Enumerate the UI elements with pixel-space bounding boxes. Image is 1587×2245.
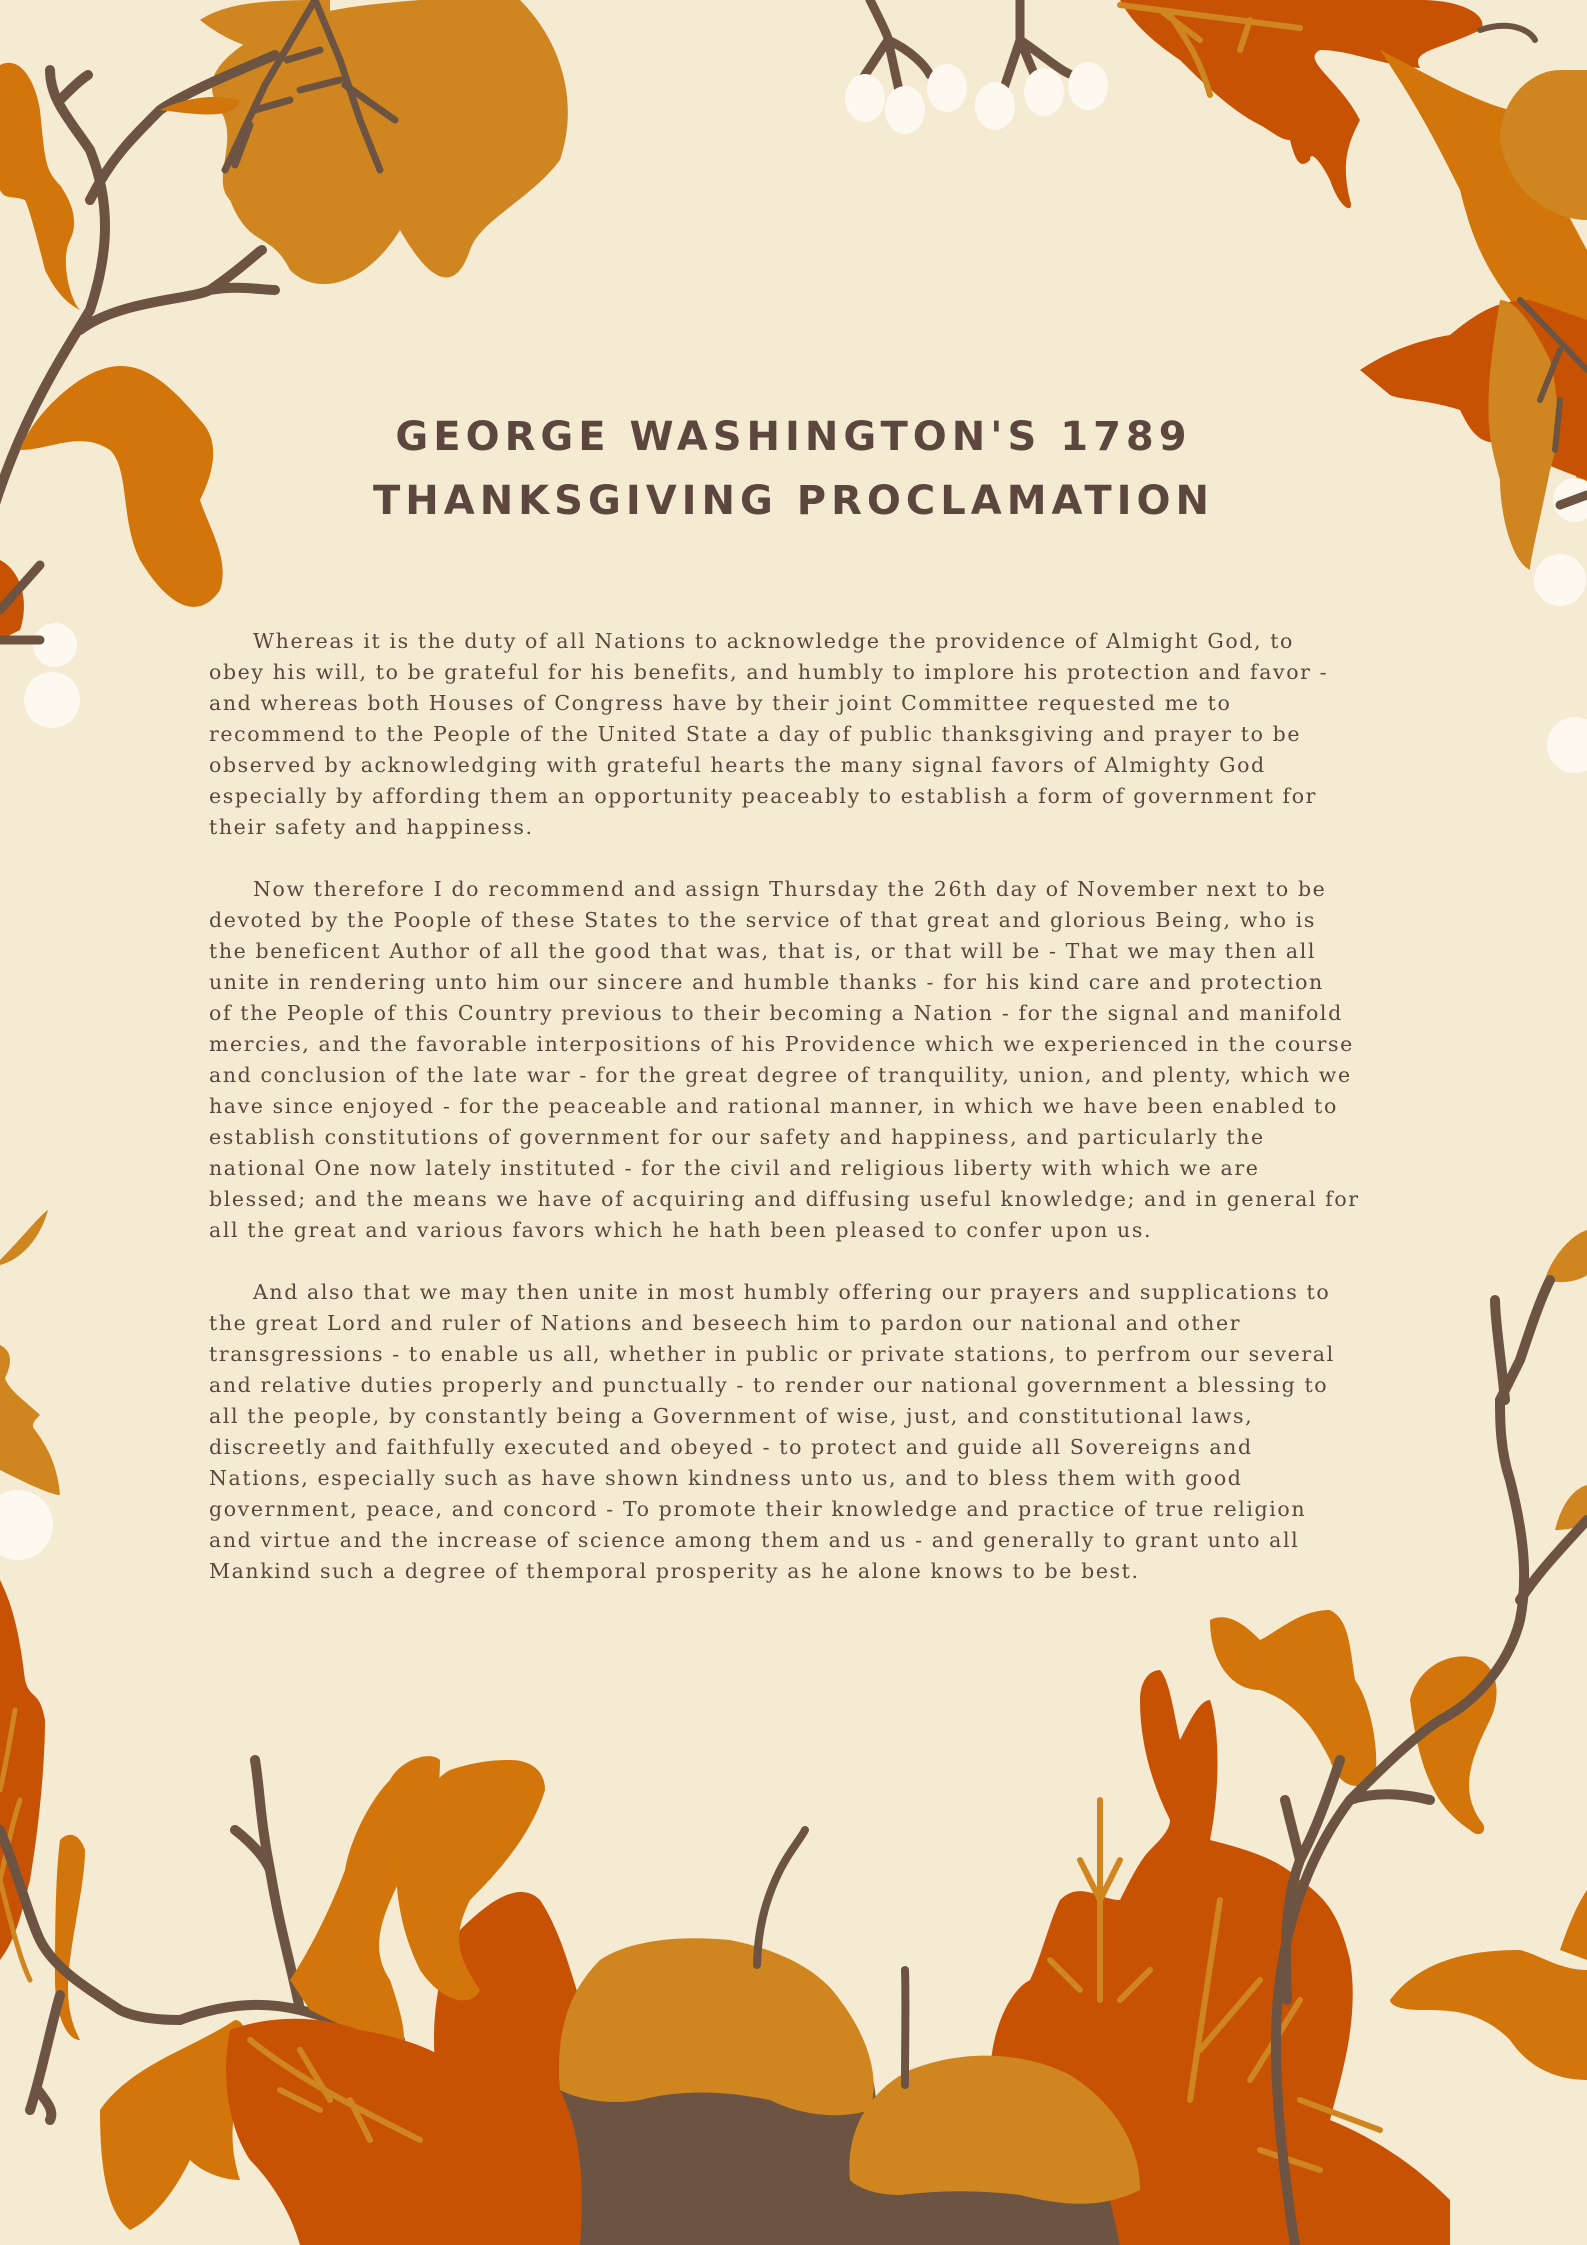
paragraph-3 xyxy=(209,1277,1439,1587)
branch-icon xyxy=(0,1760,400,2120)
text-line: unite in rendering unto him our sincere and humble thanks - for his kind care and protection xyxy=(209,970,1324,994)
text-line: especially by affording them an opportunity peaceably to establish a form of government for xyxy=(209,784,1318,808)
paragraph-2 xyxy=(209,874,1439,1246)
text-line: Whereas it is the duty of all Nations to acknowledge the providence of Almight God, to xyxy=(253,629,1294,653)
text-line: obey his will, to be grateful for his benefits, and humbly to implore his protection and favor - xyxy=(209,660,1329,684)
text-line: transgressions - to enable us all, whether in public or private stations, to perfrom our several xyxy=(209,1342,1335,1366)
text-line: discreetly and faithfully executed and obeyed - to protect and guide all Sovereigns and xyxy=(209,1435,1253,1459)
paragraph-1 xyxy=(209,626,1439,843)
text-line: all the great and various favors which he hath been pleased to confer upon us. xyxy=(209,1218,1153,1242)
proclamation-body xyxy=(209,626,1439,1618)
text-line: Nations, especially such as have shown kindness unto us, and to bless them with good xyxy=(209,1466,1243,1490)
text-line: have since enjoyed - for the peaceable and rational manner, in which we have been enabled to xyxy=(209,1094,1338,1118)
text-line: and relative duties properly and punctually - to render our national government a blessing to xyxy=(209,1373,1329,1397)
text-line: establish constitutions of government for our safety and happiness, and particularly the xyxy=(209,1125,1265,1149)
text-line: and virtue and the increase of science among them and us - and generally to grant unto all xyxy=(209,1528,1300,1552)
text-line: observed by acknowledging with grateful hearts the many signal favors of Almighty God xyxy=(209,753,1266,777)
page-title-line-1: GEORGE WASHINGTON'S 1789 xyxy=(395,414,1192,460)
berry-icon xyxy=(0,565,80,728)
page-title xyxy=(0,405,1587,533)
autumn-leaf-icon xyxy=(100,1756,520,2245)
text-line: of the People of this Country previous to their becoming a Nation - for the signal and manifold xyxy=(209,1001,1343,1025)
autumn-leaf-icon xyxy=(0,1210,60,1560)
text-line: national One now lately instituted - for the civil and religious liberty with which we are xyxy=(209,1156,1260,1180)
text-line: their safety and happiness. xyxy=(209,815,534,839)
text-line: and whereas both Houses of Congress have by their joint Committee requested me to xyxy=(209,691,1232,715)
acorn-icon xyxy=(559,1830,1140,2245)
text-line: and conclusion of the late war - for the great degree of tranquility, union, and plenty, which we xyxy=(209,1063,1352,1087)
text-line: devoted by the Poople of these States to the service of that great and glorious Being, who is xyxy=(209,908,1316,932)
autumn-leaf-icon xyxy=(1545,1230,1587,1530)
autumn-leaf-icon xyxy=(0,1580,85,2040)
text-line: Now therefore I do recommend and assign Thursday the 26th day of November next to be xyxy=(253,877,1327,901)
autumn-leaf-icon xyxy=(200,0,568,284)
autumn-leaf-icon xyxy=(0,63,240,640)
autumn-leaf-icon xyxy=(396,1610,1587,2245)
text-line: Mankind such a degree of themporal prosperity as he alone knows to be best. xyxy=(209,1559,1140,1583)
text-line: And also that we may then unite in most humbly offering our prayers and supplications to xyxy=(253,1280,1331,1304)
berry-icon xyxy=(845,0,1108,134)
text-line: the beneficent Author of all the good that was, that is, or that will be - That we may then all xyxy=(209,939,1317,963)
text-line: mercies, and the favorable interpositions of his Providence which we experienced in the course xyxy=(209,1032,1354,1056)
text-line: all the people, by constantly being a Government of wise, just, and constitutional laws, xyxy=(209,1404,1254,1428)
text-line: the great Lord and ruler of Nations and beseech him to pardon our national and other xyxy=(209,1311,1242,1335)
text-line: government, peace, and concord - To promote their knowledge and practice of true religion xyxy=(209,1497,1307,1521)
text-line: blessed; and the means we have of acquiring and diffusing useful knowledge; and in general for xyxy=(209,1187,1360,1211)
text-line: recommend to the People of the United State a day of public thanksgiving and prayer to be xyxy=(209,722,1302,746)
page-title-line-2: THANKSGIVING PROCLAMATION xyxy=(372,478,1214,524)
